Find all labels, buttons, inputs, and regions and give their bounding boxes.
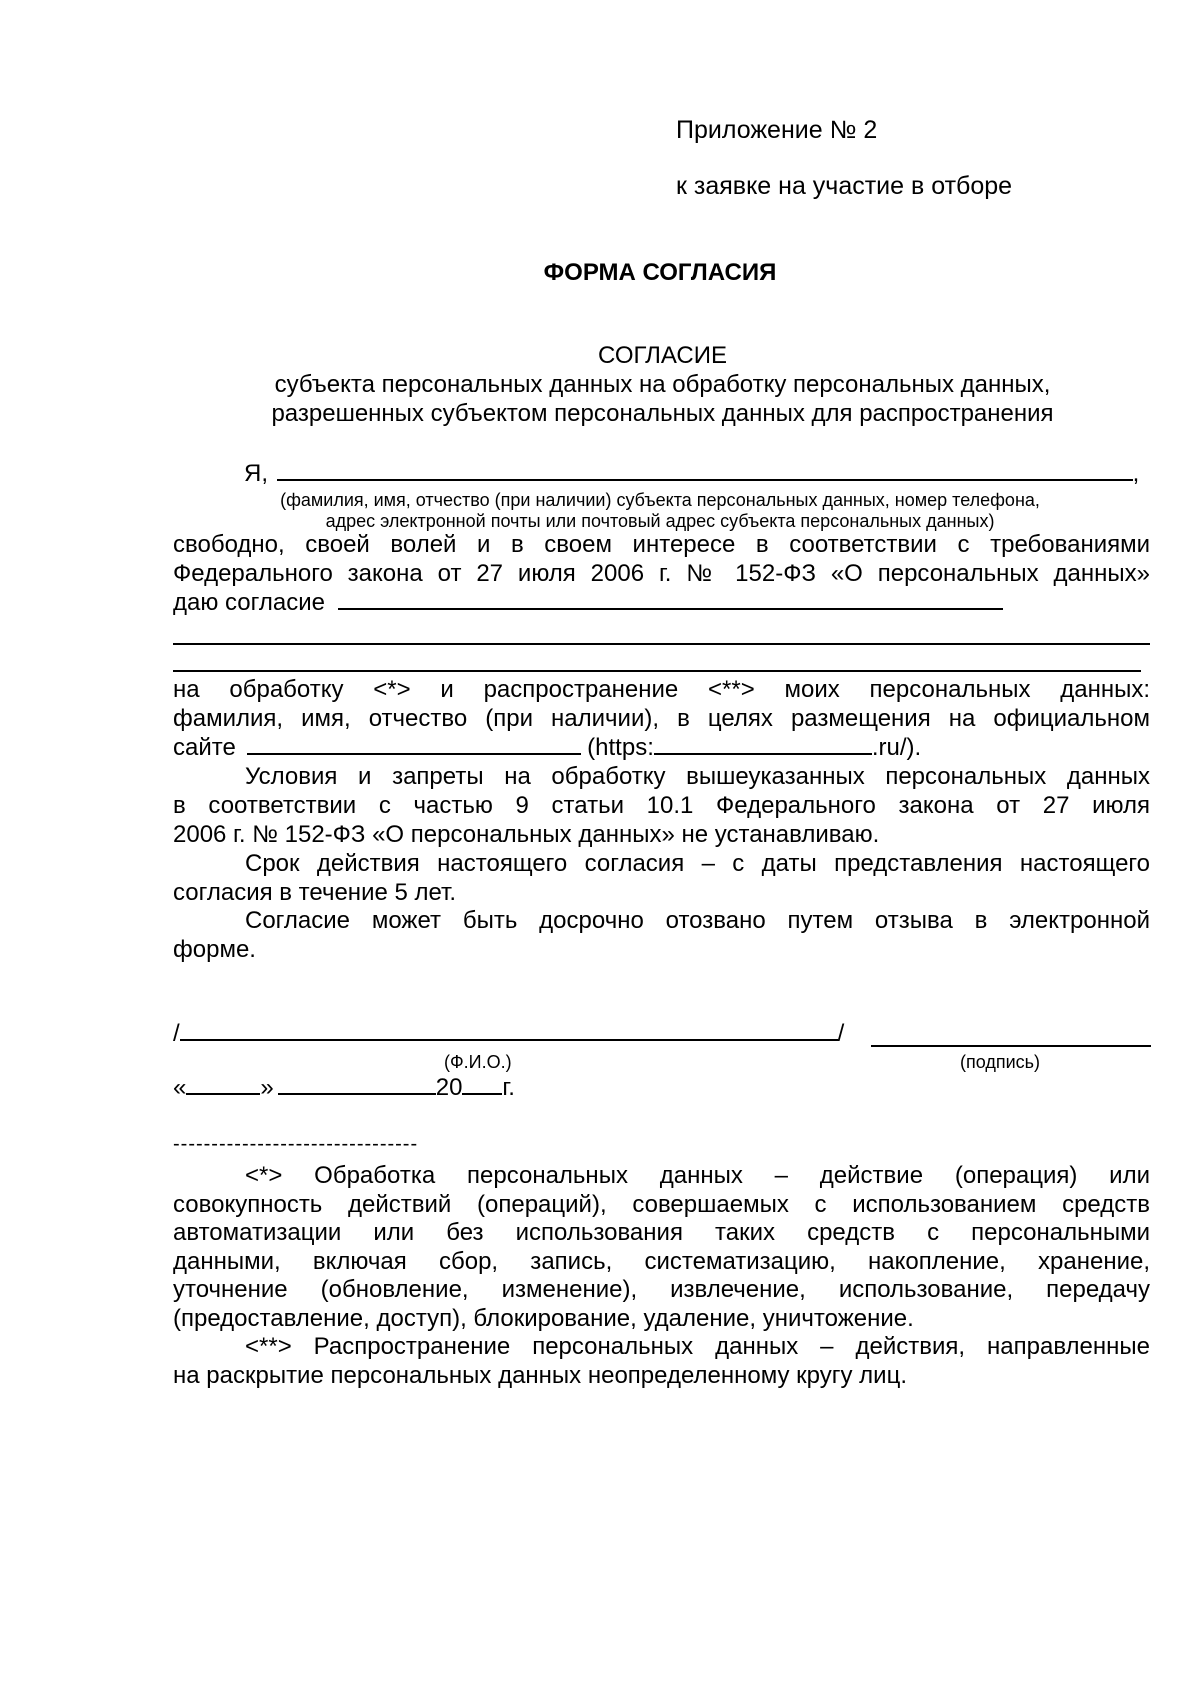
term-text-line: Срок действия настоящего согласия – с даты представления настоящего (245, 850, 1150, 877)
site-name-blank[interactable] (247, 735, 581, 755)
footnote-text-line: данными, включая сбор, запись, систематизацию, накопление, хранение, (173, 1248, 1150, 1275)
year-prefix: 20 (435, 1074, 463, 1101)
site-prefix: сайте (173, 734, 236, 761)
footnote-separator: -------------------------------- (173, 1133, 419, 1155)
signature-blank[interactable] (871, 1045, 1151, 1047)
revocation-text-line: форме. (173, 936, 256, 963)
day-blank[interactable] (186, 1075, 260, 1095)
signature-label: (подпись) (960, 1052, 1041, 1072)
signature-slash-close: / (837, 1020, 845, 1047)
year-blank[interactable] (462, 1075, 502, 1095)
consent-recipient-line (173, 589, 1150, 618)
fio-blank[interactable] (180, 1021, 838, 1041)
form-title: ФОРМА СОГЛАСИЯ (543, 259, 777, 286)
domain-blank[interactable] (654, 735, 872, 755)
footnote-text-line: автоматизации или без использования таких средств с персональными (173, 1219, 1150, 1246)
intro-hint-line: (фамилия, имя, отчество (при наличии) субъекта персональных данных, номер телефона, (280, 490, 1040, 510)
intro-text-line: свободно, своей волей и в своем интересе в соответствии с требованиями (173, 531, 1150, 558)
appendix-reference: к заявке на участие в отборе (676, 172, 1013, 200)
month-blank[interactable] (278, 1075, 436, 1095)
date-open-quote: « (173, 1074, 187, 1101)
footnote-text-line: уточнение (обновление, изменение), извлечение, использование, передачу (173, 1276, 1150, 1303)
term-text-line: согласия в течение 5 лет. (173, 879, 457, 906)
intro-suffix: , (1132, 460, 1140, 487)
date-line (173, 1074, 1150, 1103)
footnote-text-line: <*> Обработка персональных данных – действие (операция) или (245, 1162, 1150, 1189)
processing-text-line: фамилия, имя, отчество (при наличии), в целях размещения на официальном (173, 705, 1150, 732)
recipient-blank-line[interactable] (173, 643, 1150, 645)
signature-slash-open: / (173, 1020, 180, 1047)
recipient-blank[interactable] (338, 590, 1003, 610)
footnote-text-line: на раскрытие персональных данных неопределенному кругу лиц. (173, 1362, 907, 1389)
url-suffix: .ru/). (871, 734, 922, 761)
consent-heading (140, 341, 1185, 428)
intro-hint-line: адрес электронной почты или почтовый адрес субъекта персональных данных) (325, 511, 995, 531)
appendix-number: Приложение № 2 (676, 116, 878, 144)
full-name-blank[interactable] (277, 461, 1133, 481)
url-prefix: (https: (587, 734, 654, 761)
year-suffix: г. (502, 1074, 515, 1101)
revocation-text-line: Согласие может быть досрочно отозвано путем отзыва в электронной (245, 907, 1150, 934)
footnote-text-line: (предоставление, доступ), блокирование, удаление, уничтожение. (173, 1305, 914, 1332)
conditions-text-line: 2006 г. № 152-ФЗ «О персональных данных» не устанавливаю. (173, 821, 880, 848)
conditions-text-line: в соответствии с частью 9 статьи 10.1 Федерального закона от 27 июля (173, 792, 1150, 819)
intro-name-line (244, 460, 1200, 489)
date-close-quote: » (260, 1074, 274, 1101)
recipient-blank-line[interactable] (173, 670, 1141, 672)
consent-heading-title: СОГЛАСИЕ (598, 342, 727, 369)
conditions-text-line: Условия и запреты на обработку вышеуказанных персональных данных (245, 763, 1150, 790)
fio-label: (Ф.И.О.) (444, 1052, 512, 1072)
site-line (173, 734, 1150, 763)
intro-text-line: Федерального закона от 27 июля 2006 г. № 152-ФЗ «О персональных данных» (173, 560, 1150, 587)
footnote-text-line: <**> Распространение персональных данных – действия, направленные (245, 1333, 1150, 1360)
intro-prefix: Я, (244, 460, 268, 487)
processing-text-line: на обработку <*> и распространение <**> моих персональных данных: (173, 676, 1150, 703)
footnote-text-line: совокупность действий (операций), совершаемых с использованием средств (173, 1191, 1150, 1218)
consent-give-text: даю согласие (173, 589, 325, 616)
consent-heading-line: разрешенных субъектом персональных данных для распространения (271, 400, 1054, 427)
consent-heading-line: субъекта персональных данных на обработку персональных данных, (274, 371, 1051, 398)
